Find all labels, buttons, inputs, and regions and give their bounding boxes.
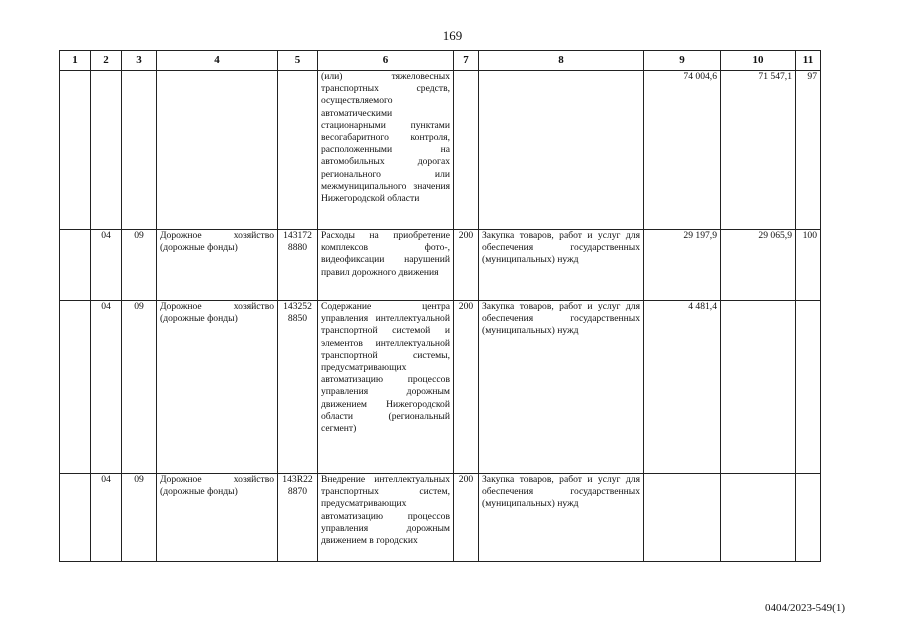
target-article-cell: 143R22 8870	[278, 474, 318, 562]
target-article-cell: 143172 8880	[278, 230, 318, 301]
header-cell: 3	[122, 51, 157, 71]
expense-type-code-cell	[454, 71, 479, 230]
planned-amount-cell: 4 481,4	[644, 301, 721, 474]
subsection-name-cell: Дорожное хозяйство (дорожные фонды)	[157, 474, 278, 562]
row-index-cell	[60, 301, 91, 474]
table-row	[60, 474, 821, 562]
table-row	[60, 71, 821, 230]
subsection-name-cell: Дорожное хозяйство (дорожные фонды)	[157, 230, 278, 301]
planned-amount-cell: 29 197,9	[644, 230, 721, 301]
header-cell: 1	[60, 51, 91, 71]
actual-amount-cell	[721, 301, 796, 474]
subsection-name-cell	[157, 71, 278, 230]
table-row	[60, 301, 821, 474]
header-cell: 5	[278, 51, 318, 71]
actual-amount-cell: 29 065,9	[721, 230, 796, 301]
row-index-cell	[60, 71, 91, 230]
expense-type-name-cell: Закупка товаров, работ и услуг для обеспечения государственных (муниципальных) нужд	[479, 230, 644, 301]
planned-amount-cell	[644, 474, 721, 562]
document-code: 0404/2023-549(1)	[764, 602, 845, 614]
expense-type-name-cell: Закупка товаров, работ и услуг для обеспечения государственных (муниципальных) нужд	[479, 474, 644, 562]
header-cell: 9	[644, 51, 721, 71]
subsection-code-cell: 09	[122, 301, 157, 474]
header-cell: 4	[157, 51, 278, 71]
expense-description-cell: Содержание центра управления интеллектуальной транспортной системой и элементов интеллектуальной транспортной системы, предусматривающих автоматизацию процессов управления дорожным движением Нижегородской области (региональный сегмент)	[318, 301, 454, 474]
section-code-cell: 04	[91, 474, 122, 562]
header-cell: 2	[91, 51, 122, 71]
budget-table	[59, 50, 821, 562]
subsection-code-cell: 09	[122, 230, 157, 301]
actual-amount-cell: 71 547,1	[721, 71, 796, 230]
page-number: 169	[442, 28, 463, 43]
section-code-cell	[91, 71, 122, 230]
expense-type-code-cell: 200	[454, 474, 479, 562]
expense-type-name-cell: Закупка товаров, работ и услуг для обеспечения государственных (муниципальных) нужд	[479, 301, 644, 474]
expense-description-cell	[318, 474, 454, 562]
target-article-cell	[278, 71, 318, 230]
header-cell: 11	[796, 51, 821, 71]
planned-amount-cell: 74 004,6	[644, 71, 721, 230]
section-code-cell: 04	[91, 230, 122, 301]
header-row	[60, 51, 821, 71]
target-article-cell: 143252 8850	[278, 301, 318, 474]
expense-type-code-cell: 200	[454, 301, 479, 474]
table-row	[60, 230, 821, 301]
expense-type-name-cell	[479, 71, 644, 230]
expense-description-cell: (или) тяжеловесных транспортных средств, осуществляемого автоматическими стационарными пунктами весогабаритного контроля, расположенными на автомобильных дорогах регионального или межмуниципального значения Нижегородской области	[318, 71, 454, 230]
subsection-code-cell	[122, 71, 157, 230]
percent-cell	[796, 301, 821, 474]
header-cell: 6	[318, 51, 454, 71]
expense-description-cell: Расходы на приобретение комплексов фото-, видеофиксации нарушений правил дорожного движения	[318, 230, 454, 301]
subsection-name-cell: Дорожное хозяйство (дорожные фонды)	[157, 301, 278, 474]
expense-type-code-cell: 200	[454, 230, 479, 301]
expense-description-text: Внедрение интеллектуальных транспортных систем, предусматривающих автоматизацию процессов управления дорожным движением в городских	[321, 474, 450, 547]
header-cell: 10	[721, 51, 796, 71]
percent-cell: 100	[796, 230, 821, 301]
section-code-cell: 04	[91, 301, 122, 474]
header-cell: 7	[454, 51, 479, 71]
actual-amount-cell	[721, 474, 796, 562]
row-index-cell	[60, 474, 91, 562]
percent-cell: 97	[796, 71, 821, 230]
row-index-cell	[60, 230, 91, 301]
header-cell: 8	[479, 51, 644, 71]
subsection-code-cell: 09	[122, 474, 157, 562]
percent-cell	[796, 474, 821, 562]
